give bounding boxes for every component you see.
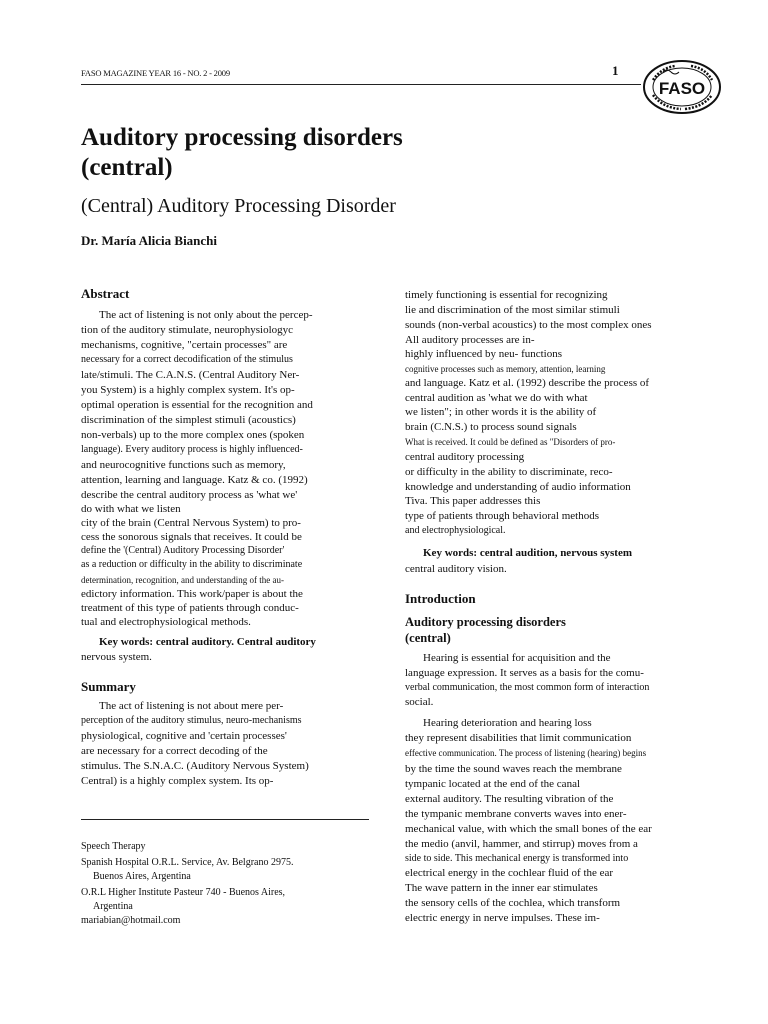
- faso-logo: [641, 58, 723, 116]
- intro-line: mechanical value, with which the small bones of the ear: [405, 823, 652, 835]
- abstract-line: optimal operation is essential for the recognition and: [81, 399, 313, 411]
- keywords: Key words: central audition, nervous system: [423, 547, 632, 559]
- summary-heading: Summary: [81, 679, 136, 694]
- abstract-line: attention, learning and language. Katz & co. (1992): [81, 474, 308, 486]
- abstract-cont-line: or difficulty in the ability to discriminate, reco-: [405, 466, 613, 478]
- title-line-1: Auditory processing disorders: [81, 124, 403, 151]
- abstract-cont-line: sounds (non-verbal acoustics) to the most complex ones: [405, 319, 652, 331]
- abstract-heading: Abstract: [81, 286, 130, 301]
- abstract-line: discrimination of the simplest stimuli (acoustics): [81, 414, 296, 426]
- abstract-keywords-cont: nervous system.: [81, 651, 152, 663]
- summary-line: physiological, cognitive and 'certain processes': [81, 730, 287, 742]
- abstract-line: treatment of this type of patients through conduc-: [81, 602, 299, 614]
- intro-line: Hearing is essential for acquisition and the: [423, 652, 611, 664]
- abstract-cont-line: What is received. It could be defined as "Disorders of pro-: [405, 437, 616, 447]
- intro-line: electric energy in nerve impulses. These im-: [405, 912, 600, 924]
- abstract-line: non-verbals) up to the more complex ones (spoken: [81, 429, 305, 441]
- abstract-cont-line: Tiva. This paper addresses this: [405, 495, 541, 507]
- abstract-cont-line: knowledge and understanding of audio information: [405, 481, 631, 493]
- intro-line: the medio (anvil, hammer, and stirrup) moves from a: [405, 838, 638, 850]
- summary-line: stimulus. The S.N.A.C. (Auditory Nervous System): [81, 760, 309, 772]
- abstract-line: you System) is a highly complex system. It's op-: [81, 384, 295, 396]
- abstract-cont-line: highly influenced by neu- functions: [405, 348, 563, 360]
- abstract-line: do with what we listen: [81, 503, 181, 515]
- section-subheading: Auditory processing disorders: [405, 615, 566, 629]
- keywords-cont: central auditory vision.: [405, 563, 507, 575]
- abstract-cont-line: central audition as 'what we do with what: [405, 392, 588, 404]
- intro-line: tympanic located at the end of the canal: [405, 778, 581, 790]
- abstract-line: late/stimuli. The C.A.N.S. (Central Auditory Ner-: [81, 369, 300, 381]
- intro-line: they represent disabilities that limit communication: [405, 732, 632, 744]
- page-number: 1: [612, 63, 619, 78]
- introduction-heading: Introduction: [405, 591, 476, 606]
- abstract-line: mechanisms, cognitive, "certain processes" are: [81, 339, 288, 351]
- header-rule: [81, 84, 641, 85]
- abstract-cont-line: cognitive processes such as memory, attention, learning: [405, 364, 606, 374]
- abstract-line: describe the central auditory process as 'what we': [81, 489, 298, 501]
- summary-line: The act of listening is not about mere per-: [99, 700, 284, 712]
- footnote-line: Argentina: [93, 901, 133, 912]
- intro-line: the sensory cells of the cochlea, which transform: [405, 897, 621, 909]
- author-name: Dr. María Alicia Bianchi: [81, 233, 218, 248]
- section-subheading-cont: (central): [405, 631, 451, 645]
- abstract-cont-line: All auditory processes are in-: [405, 334, 535, 346]
- abstract-line: city of the brain (Central Nervous System) to pro-: [81, 517, 301, 529]
- title-line-2: (central): [81, 154, 173, 181]
- abstract-cont-line: lie and discrimination of the most similar stimuli: [405, 304, 620, 316]
- intro-line: Hearing deterioration and hearing loss: [423, 717, 592, 729]
- abstract-line: tual and electrophysiological methods.: [81, 616, 251, 628]
- footnote-line: Buenos Aires, Argentina: [93, 871, 191, 882]
- intro-line: The wave pattern in the inner ear stimulates: [405, 882, 598, 894]
- author-email: mariabian@hotmail.com: [81, 915, 181, 926]
- intro-line: side to side. This mechanical energy is transformed into: [405, 853, 629, 864]
- intro-line: electrical energy in the cochlear fluid of the ear: [405, 867, 614, 879]
- intro-line: external auditory. The resulting vibration of the: [405, 793, 614, 805]
- intro-line: social.: [405, 696, 434, 708]
- summary-line: Central) is a highly complex system. Its op-: [81, 775, 274, 787]
- footnote-line: Speech Therapy: [81, 841, 146, 852]
- abstract-cont-line: timely functioning is essential for recognizing: [405, 289, 608, 301]
- intro-line: by the time the sound waves reach the membrane: [405, 763, 622, 775]
- abstract-line: language). Every auditory process is highly influenced-: [81, 444, 303, 455]
- abstract-cont-line: and electrophysiological.: [405, 525, 506, 536]
- footnote-line: Spanish Hospital O.R.L. Service, Av. Belgrano 2975.: [81, 857, 294, 868]
- abstract-cont-line: brain (C.N.S.) to process sound signals: [405, 421, 577, 433]
- intro-line: verbal communication, the most common form of interaction: [405, 682, 650, 693]
- abstract-line: tion of the auditory stimulate, neurophysiologyc: [81, 324, 294, 336]
- footnote-line: O.R.L Higher Institute Pasteur 740 - Buenos Aires,: [81, 887, 286, 898]
- abstract-line: determination, recognition, and understanding of the au-: [81, 575, 284, 585]
- abstract-line: define the '(Central) Auditory Processing Disorder': [81, 545, 285, 556]
- intro-line: language expression. It serves as a basis for the comu-: [405, 667, 644, 679]
- logo-wordmark: FASO: [658, 79, 706, 98]
- summary-line: perception of the auditory stimulus, neuro-mechanisms: [81, 715, 302, 726]
- abstract-cont-line: central auditory processing: [405, 451, 525, 463]
- abstract-line: as a reduction or difficulty in the ability to discriminate: [81, 559, 303, 570]
- abstract-cont-line: type of patients through behavioral methods: [405, 510, 599, 522]
- abstract-line: edictory information. This work/paper is about the: [81, 588, 303, 600]
- abstract-cont-line: and language. Katz et al. (1992) describe the process of: [405, 377, 650, 389]
- running-head: FASO MAGAZINE YEAR 16 - NO. 2 - 2009: [81, 68, 230, 78]
- footnote-rule: [81, 819, 369, 820]
- intro-line: the tympanic membrane converts waves into ener-: [405, 808, 627, 820]
- article-title: [81, 123, 601, 183]
- abstract-line: necessary for a correct decodification of the stimulus: [81, 354, 293, 365]
- abstract-line: and neurocognitive functions such as memory,: [81, 459, 286, 471]
- abstract-cont-line: we listen"; in other words it is the ability of: [405, 406, 597, 418]
- intro-line: effective communication. The process of listening (hearing) begins: [405, 748, 647, 758]
- abstract-line: cess the sonorous signals that receives. It could be: [81, 531, 302, 543]
- summary-line: are necessary for a correct decoding of the: [81, 745, 268, 757]
- article-subtitle: (Central) Auditory Processing Disorder: [81, 195, 396, 217]
- abstract-line: The act of listening is not only about the percep-: [99, 309, 313, 321]
- abstract-keywords: Key words: central auditory. Central auditory: [99, 636, 316, 648]
